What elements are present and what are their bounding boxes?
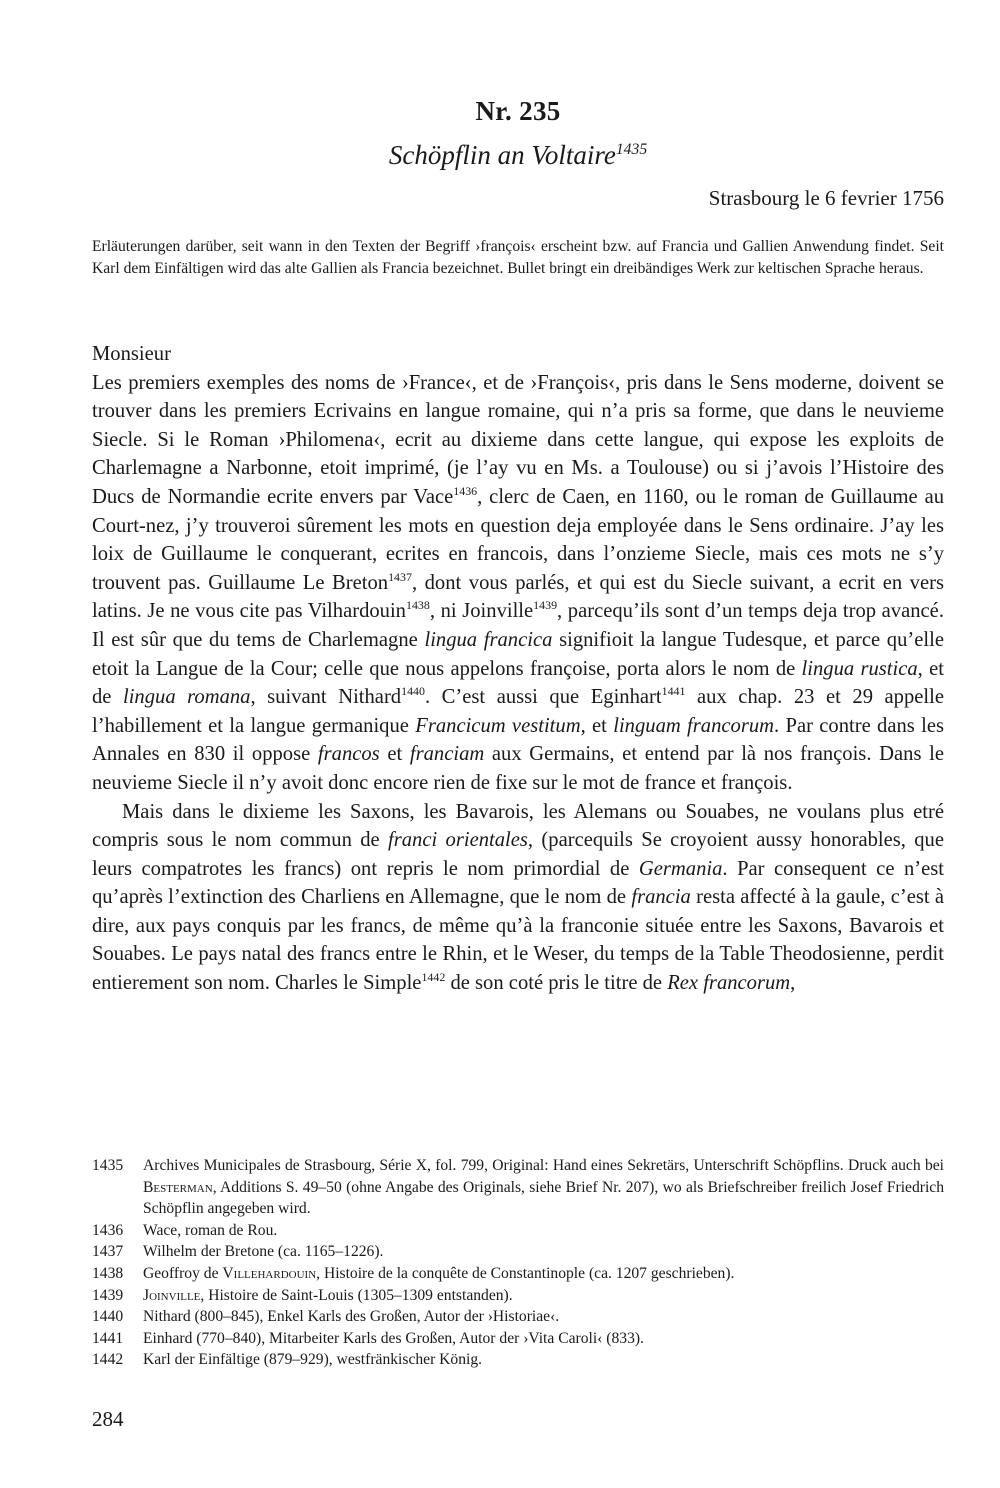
author-name: Joinville <box>143 1286 201 1304</box>
text-run: Mais dans le dixieme les Saxons, les Bavarois, les Alemans ou Souabes, ne voulans plus etré compris sous le nom commun de <box>92 800 944 852</box>
text-run: , <box>790 972 796 995</box>
footnote-ref: 1440 <box>401 684 425 699</box>
italic-term: lingua francica <box>424 628 553 651</box>
text-run: resta affecté à la gaule, c’est à dire, aux pays conquis par les francs, de même qu’à la franconie située entre les Saxons, Bavarois et Souabes. Le pays natal des francs entre le Rhin, et le Weser, du temps de la Table Theodosienne, perdit entierement son nom. Charles le Simple <box>92 886 944 995</box>
footnote-text: Archives Municipales de Strasbourg, Série X, fol. 799, Original: Hand eines Sekretärs, Unterschrift Schöpflins. Druck auch bei <box>143 1157 944 1174</box>
author-name: Villehardouin <box>222 1264 317 1282</box>
footnote-number: 1441 <box>92 1329 124 1347</box>
footnote-text: Karl der Einfältige (879–929), westfränkischer König. <box>143 1351 483 1369</box>
letter-title <box>92 140 944 171</box>
footnote-text: Nithard (800–845), Enkel Karls des Großen, Autor der ›Historiae‹. <box>143 1308 560 1326</box>
footnote-ref: 1437 <box>388 569 412 584</box>
footnote <box>92 1220 944 1242</box>
footnote-ref: 1438 <box>405 598 430 613</box>
text-run: , ni Joinville <box>429 600 534 623</box>
letter-date: Strasbourg le 6 fevrier 1756 <box>708 186 944 210</box>
italic-term: franciam <box>409 743 485 766</box>
footnote <box>92 1285 944 1307</box>
footnote-text: Wace, roman de Rou. <box>143 1221 278 1239</box>
text-run: , (parcequils Se croyoient aussy honorables, que leurs compatrotes les francs) ont repris le nom primordial de <box>92 829 944 880</box>
italic-term: Rex francorum <box>667 972 791 995</box>
footnote <box>92 1306 944 1328</box>
text-run: , et de <box>92 657 944 709</box>
footnote <box>92 1263 944 1285</box>
italic-term: Germania <box>638 857 723 880</box>
letter-number: Nr. 235 <box>475 96 561 126</box>
footnotes <box>92 1155 944 1371</box>
footnote-text: Geoffroy de <box>143 1264 223 1282</box>
footnote-text: , Histoire de Saint-Louis (1305–1309 entstanden). <box>200 1286 513 1304</box>
text-run: , clerc de Caen, en 1160, ou le roman de Guillaume au Court-nez, j’y trouveroi sûrement les mots en question deja employée dans le Sens ordinaire. J’ay les loix de Guillaume le conquerant, ecrites en francois, dans l’onzieme Siecle, mais ces mots ne s’y trouvent pas. Guillaume Le Breton <box>92 485 945 594</box>
italic-term: francia <box>631 886 691 909</box>
book-page <box>92 0 944 1488</box>
footnote-ref: 1442 <box>421 970 446 985</box>
footnote-ref: 1439 <box>533 598 558 613</box>
letter-title-text: Schöpflin an Voltaire <box>388 140 616 170</box>
text-run: , et <box>580 714 614 737</box>
letter-body <box>92 340 944 998</box>
salutation: Monsieur <box>92 343 171 365</box>
italic-term: franci orientales <box>388 829 528 852</box>
footnote-number: 1442 <box>92 1351 124 1369</box>
text-run: de son coté pris le titre de <box>445 972 668 995</box>
footnote-text: Wilhelm der Bretone (ca. 1165–1226). <box>143 1243 384 1261</box>
text-run: . Par contre dans les Annales en 830 il oppose <box>92 714 944 766</box>
italic-term: lingua rustica <box>801 657 918 680</box>
page-number: 284 <box>92 1407 124 1431</box>
footnote <box>92 1241 944 1263</box>
footnote-number: 1435 <box>92 1157 124 1174</box>
footnote-ref: 1441 <box>661 684 686 699</box>
footnote <box>92 1155 944 1220</box>
text-run: , dont vous parlés, et qui est du Siecle suivant, a ecrit en vers latins. Je ne vous cite pas Vilhardouin <box>92 571 944 623</box>
text-run: . C’est aussi que Eginhart <box>424 686 662 709</box>
text-run: , parcequ’ils sont d’un temps deja trop avancé. Il est sûr que du tems de Charlemagne <box>92 600 944 651</box>
text-run: signifioit la langue Tudesque, et parce qu’elle etoit la Langue de la Cour; celle que nous appelons françoise, porta alors le nom de <box>92 628 944 680</box>
footnote-number: 1436 <box>92 1221 124 1239</box>
text-run: aux Germains, et entend par là nos françois. Dans le neuvieme Siecle il n’y avoit donc encore rien de fixe sur le mot de france et françois. <box>92 743 944 794</box>
text-run: et <box>379 743 410 766</box>
footnote-number: 1439 <box>92 1286 124 1304</box>
italic-term: linguam francorum <box>613 714 775 737</box>
text-run: aux chap. 23 et 29 appelle l’habillement et la langue germanique <box>92 686 945 737</box>
paragraph-2 <box>92 798 944 998</box>
letter-summary: Erläuterungen darüber, seit wann in den Texten der Begriff ›françois‹ erscheint bzw. auf Francia und Gallien Anwendung findet. Seit Karl dem Einfältigen wird das alte Gallien als Francia bezeichnet. Bullet bringt ein dreibändiges Werk zur keltischen Sprache heraus. <box>92 238 944 277</box>
paragraph-1 <box>92 369 944 798</box>
footnote-number: 1437 <box>92 1243 124 1261</box>
text-run: , suivant Nithard <box>250 686 402 709</box>
footnote <box>92 1328 944 1350</box>
author-name: Besterman <box>143 1178 213 1196</box>
footnote-ref: 1436 <box>453 484 478 499</box>
footnote-text: Einhard (770–840), Mitarbeiter Karls des Großen, Autor der ›Vita Caroli‹ (833). <box>143 1329 644 1347</box>
text-run: Les premiers exemples des noms de ›France‹, et de ›François‹, pris dans le Sens moderne, doivent se trouver dans les premiers Ecrivains en langue romaine, qui n’a pris sa forme, que dans le neuvieme Siecle. Si le Roman ›Philomena‹, ecrit au dixieme dans cette langue, qui expose les exploits de Charlemagne a Narbonne, etoit imprimé, (je l’ay vu en Ms. a Toulouse) ou si j’avois l’Histoire des Ducs de Normandie ecrite envers par Vace <box>92 371 944 508</box>
footnote-text: , Histoire de la conquête de Constantinople (ca. 1207 geschrieben). <box>316 1264 735 1282</box>
italic-term: Francicum vestitum <box>415 714 581 737</box>
footnote-text: , Additions S. 49–50 (ohne Angabe des Originals, siehe Brief Nr. 207), wo als Briefschreiber freilich Josef Friedrich Schöpflin angegeben wird. <box>143 1178 944 1218</box>
footnote-number: 1440 <box>92 1308 124 1326</box>
footnote-number: 1438 <box>92 1264 124 1282</box>
footnote-ref: 1435 <box>615 141 648 158</box>
text-run: . Par consequent ce n’est qu’après l’extinction des Charliens en Allemagne, que le nom de <box>92 857 945 909</box>
italic-term: lingua romana <box>122 686 251 709</box>
footnote <box>92 1349 944 1371</box>
italic-term: francos <box>317 743 380 766</box>
